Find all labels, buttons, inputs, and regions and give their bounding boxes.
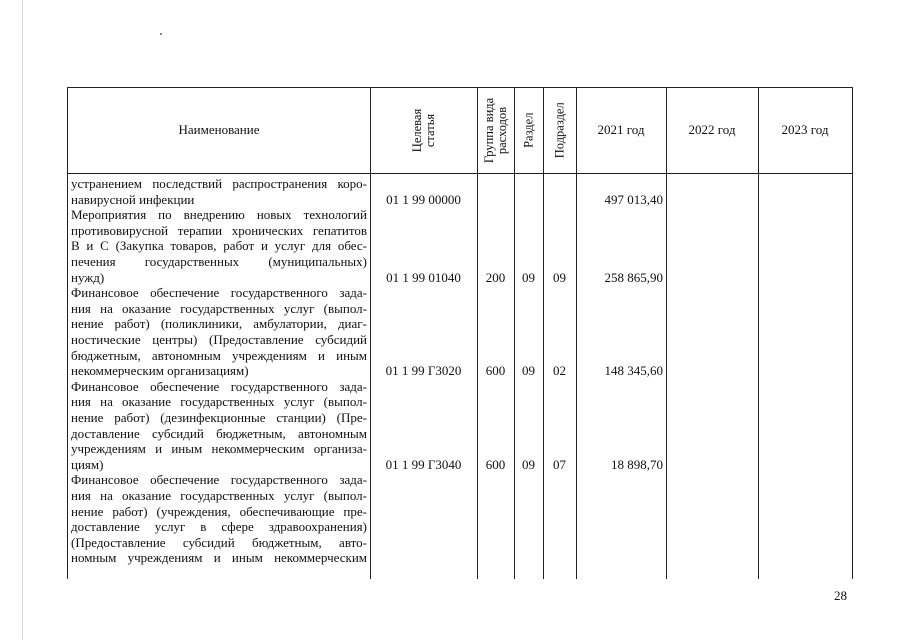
- header-group-line1: Группа вида: [482, 97, 497, 164]
- header-target-line1: Целевая: [410, 108, 424, 153]
- cell-section: 09: [522, 363, 535, 379]
- description-line: бюджетным, автономным учреждениям и иным: [71, 347, 367, 363]
- description-line: Финансовое обеспечение государственного зада-: [71, 472, 367, 488]
- header-name: Наименование: [178, 122, 260, 137]
- page-number: 28: [834, 588, 847, 603]
- description-line: навирусной инфекции: [71, 191, 195, 207]
- description-line: нужд): [71, 269, 105, 285]
- cell-group: 200: [485, 269, 506, 285]
- header-expense-group: [477, 88, 514, 173]
- header-group-line2: расходов: [494, 106, 509, 155]
- description-line: Финансовое обеспечение государственного зада-: [71, 285, 367, 301]
- col-divider: [576, 88, 577, 579]
- header-2023: 2023 год: [781, 122, 829, 137]
- cell-y2021: 497 013,40: [604, 191, 663, 207]
- cell-group: 600: [485, 456, 506, 472]
- cell-y2021: 148 345,60: [604, 363, 663, 379]
- description-line: печения государственных (муниципальных): [71, 253, 367, 269]
- description-line: нение работ) (поликлиники, амбулатории, диаг-: [71, 316, 367, 332]
- description-line: некоммерческим организациям): [71, 363, 249, 379]
- page-edge-line: [22, 0, 23, 640]
- row-description: [71, 379, 367, 473]
- description-line: циям): [71, 456, 104, 472]
- header-section: [514, 88, 543, 173]
- description-line: устранением последствий распространения коро-: [71, 176, 367, 191]
- description-line: учреждениям и иным некоммерческим организа-: [71, 441, 367, 457]
- description-line: Финансовое обеспечение государственного зада-: [71, 378, 367, 394]
- description-line: ностические центры) (Предоставление субсидий: [71, 331, 367, 347]
- cell-target: 01 1 99 Г3040: [385, 456, 462, 472]
- cell-section: 09: [522, 269, 535, 285]
- description-line: Мероприятия по внедрению новых технологий: [71, 207, 367, 223]
- cell-section: 09: [522, 456, 535, 472]
- header-2022: 2022 год: [688, 122, 736, 137]
- description-line: (Предоставление субсидий бюджетным, авто-: [71, 534, 367, 550]
- budget-table: [67, 87, 853, 579]
- cell-target: 01 1 99 00000: [386, 191, 461, 207]
- description-line: нение работ) (учреждения, обеспечивающие пре-: [71, 503, 367, 519]
- description-line: номным учреждениям и иным некоммерческим: [71, 550, 367, 566]
- row-description: [71, 285, 367, 379]
- cell-subsection: 07: [553, 456, 566, 472]
- cell-subsection: 09: [553, 269, 566, 285]
- scan-speck: [160, 33, 162, 35]
- description-line: В и С (Закупка товаров, работ и услуг для обес-: [71, 238, 367, 254]
- row-description: [71, 207, 367, 285]
- cell-target: 01 1 99 Г3020: [385, 363, 462, 379]
- header-divider: [68, 173, 852, 174]
- cell-y2021: 18 898,70: [611, 456, 663, 472]
- header-target-line2: статья: [422, 113, 437, 148]
- header-section-label: Раздел: [521, 112, 536, 149]
- description-line: ния на оказание государственных услуг (выпол-: [71, 394, 367, 410]
- cell-y2021: 258 865,90: [604, 269, 663, 285]
- description-line: ния на оказание государственных услуг (выпол-: [71, 487, 367, 503]
- row-description: [71, 176, 367, 207]
- col-divider: [666, 88, 667, 579]
- row-description: [71, 472, 367, 566]
- col-divider: [758, 88, 759, 579]
- description-line: противовирусной терапии хронических гепатитов: [71, 222, 367, 238]
- header-subsection-label: Подраздел: [552, 102, 567, 159]
- cell-group: 600: [485, 363, 506, 379]
- description-line: доставление субсидий бюджетным, автономным: [71, 425, 367, 441]
- header-subsection: [543, 88, 576, 173]
- header-2021: 2021 год: [597, 122, 645, 137]
- cell-subsection: 02: [553, 363, 566, 379]
- description-line: доставление услуг в сфере здравоохранения): [71, 519, 367, 535]
- cell-target: 01 1 99 01040: [386, 269, 461, 285]
- description-line: нение работ) (дезинфекционные станции) (Пре-: [71, 409, 367, 425]
- header-target-article: [370, 88, 477, 173]
- description-line: ния на оказание государственных услуг (выпол-: [71, 300, 367, 316]
